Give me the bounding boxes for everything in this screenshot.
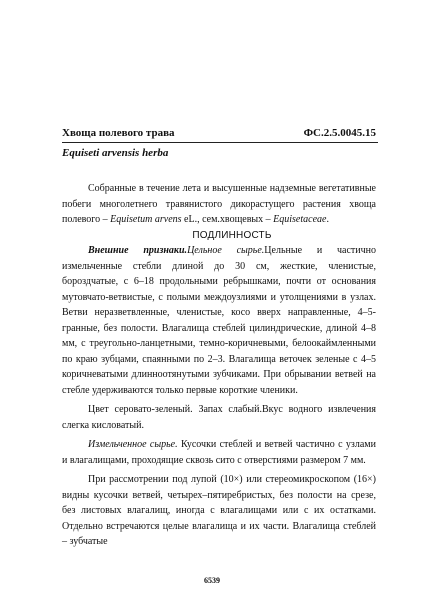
document-code: ФС.2.5.0045.15 [303,127,376,139]
external-label: Внешние признаки. [88,245,188,256]
magnifier-paragraph: При рассмотрении под лупой (10×) или стереомикроскопом (16×) видны кусочки ветвей, четырех–пятиребристых, без полости на срезе, без листовых влагалищ, иногда с влагалищами или с их остатками. Отдельно встречаются целые влагалища и их части. Влагалища стеблей – зубчатые [62,474,376,547]
section-title: ПОДЛИННОСТЬ [192,229,272,241]
family-name: Equisetaceae [273,214,327,225]
species-name: Equisetum arvens [110,214,182,225]
intro-text-a: Собранные в течение лета и высушенные надземные вегетативные побеги многолетнего травянистого дикорастущего растения хвоща полевого – [62,183,376,225]
document-body [62,181,376,550]
crushed-label: Измельченное сырье. [88,439,178,450]
document-title: Хвоща полевого трава [62,127,175,139]
document-header [62,127,376,140]
external-sublabel: Цельное сырье. [187,245,265,256]
external-paragraph [62,243,376,398]
external-text: Цельные и частично измельченные стебли длиной до 30 см, жесткие, членистые, бороздчатые, с 6–18 продольными ребрышками, почти от основания мутовчато-ветвистые, с полыми междоузлиями и утолщениями в узлах. Ветви неразветвленные, членистые, косо вверх направленные, 4–5-гранные, без полости. Влагалища стеблей цилиндрические, длиной 4–8 мм, с треугольно-ланцетными, темно-коричневыми, белоокаймленными по краю зубцами, спаянными по 2–3. Влагалища веточек зеленые с 4–5 коричневатыми длинноотянутыми зубчиками. При обрывании ветвей на стебле удерживаются только первые короткие членики. [62,245,376,396]
intro-text-b: eL., сем.хвощевых – [181,214,274,225]
crushed-text: Кусочки стеблей и ветвей частично с узлами и влагалищами, проходящие сквозь сито с отверстиями размером 7 мм. [62,439,376,466]
header-divider [62,142,378,143]
intro-paragraph [62,181,376,228]
crushed-paragraph [62,437,376,468]
intro-text-c: . [326,214,329,225]
page-number: 6539 [204,576,220,585]
latin-name: Equiseti arvensis herba [62,147,169,159]
color-paragraph: Цвет серовато-зеленый. Запах слабый.Вкус водного извлечения слегка кисловатый. [62,404,376,431]
